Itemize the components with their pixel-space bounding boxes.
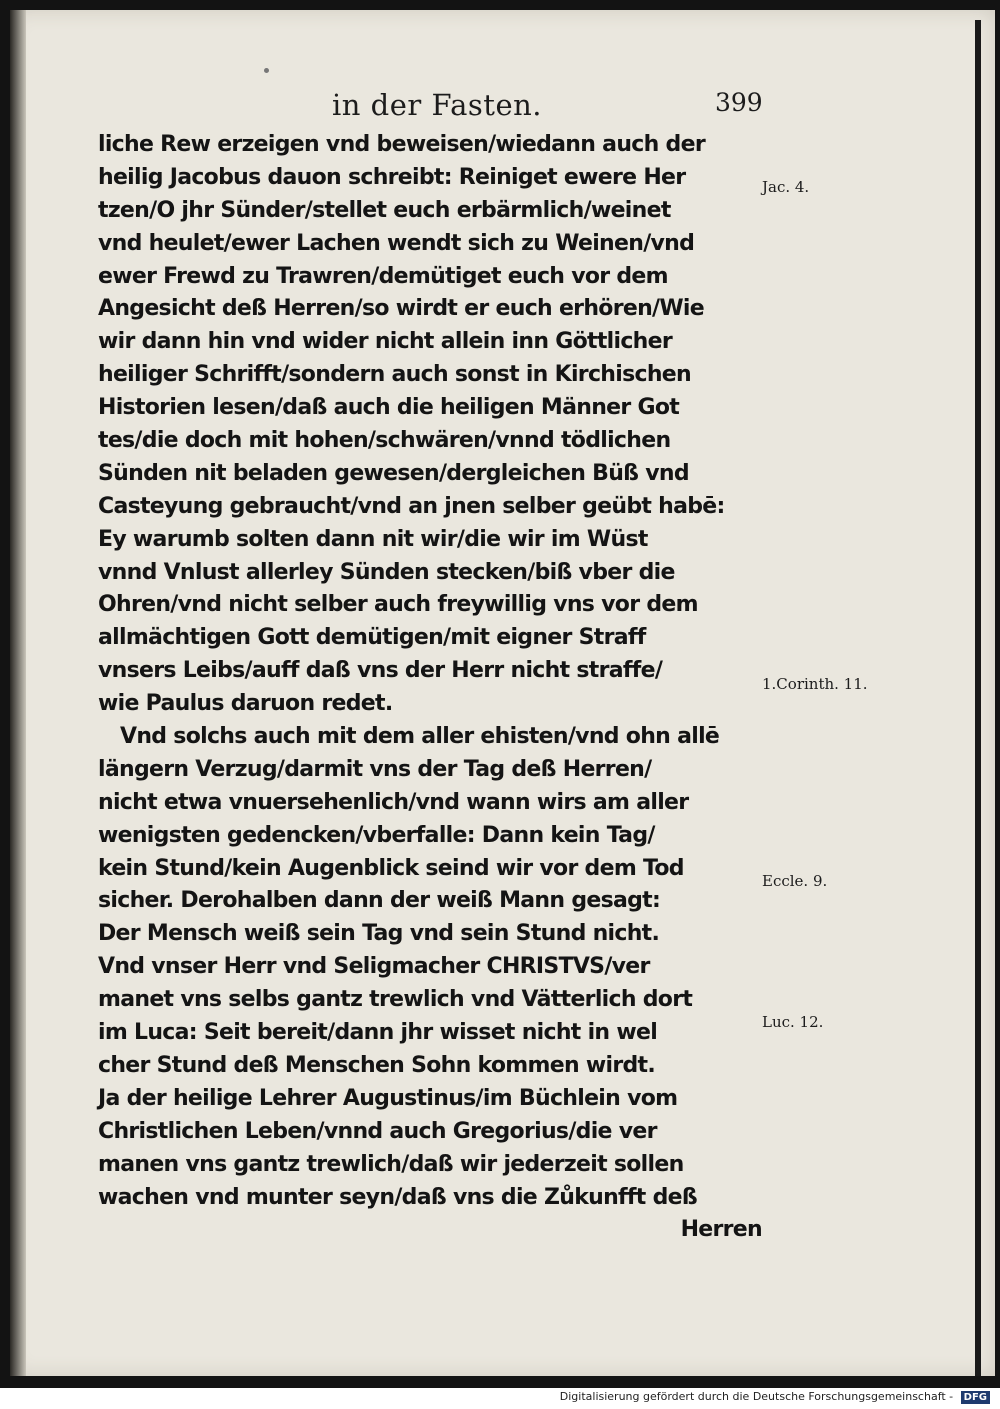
margin-note: Eccle. 9. bbox=[762, 872, 828, 890]
dfg-logo: DFG bbox=[961, 1391, 990, 1404]
body-text bbox=[98, 129, 788, 1247]
page-gutter bbox=[10, 10, 26, 1376]
catchword: Herren bbox=[680, 1217, 762, 1243]
book-edge bbox=[975, 20, 981, 1376]
text-line: Sünden nit beladen gewesen/dergleichen Büß vnd bbox=[98, 460, 689, 486]
margin-note: 1.Corinth. 11. bbox=[762, 675, 868, 693]
text-line: heilig Jacobus dauon schreibt: Reiniget ewere Her bbox=[98, 164, 686, 190]
text-line: sicher. Derohalben dann der weiß Mann gesagt: bbox=[98, 888, 661, 914]
text-line: wenigsten gedencken/vberfalle: Dann kein Tag/ bbox=[98, 822, 655, 848]
paragraph-start-line: Vnd solchs auch mit dem aller ehisten/vnd ohn allē bbox=[120, 724, 720, 750]
text-line: im Luca: Seit bereit/dann jhr wisset nicht in wel bbox=[98, 1020, 658, 1046]
text-line: Christlichen Leben/vnnd auch Gregorius/die ver bbox=[98, 1118, 657, 1144]
text-line: Ohren/vnd nicht selber auch freywillig vns vor dem bbox=[98, 592, 698, 618]
footer-credit bbox=[560, 1390, 990, 1404]
credit-text: Digitalisierung gefördert durch die Deutsche Forschungsgemeinschaft - bbox=[559, 1390, 954, 1403]
text-line: allmächtigen Gott demütigen/mit eigner Straff bbox=[98, 625, 646, 651]
text-line: ewer Frewd zu Trawren/demütiget euch vor dem bbox=[98, 263, 668, 289]
text-line: manet vns selbs gantz trewlich vnd Vätterlich dort bbox=[98, 987, 693, 1013]
text-line: längern Verzug/darmit vns der Tag deß Herren/ bbox=[98, 756, 652, 782]
margin-note: Luc. 12. bbox=[762, 1013, 824, 1031]
text-line: kein Stund/kein Augenblick seind wir vor dem Tod bbox=[98, 855, 684, 881]
text-line: nicht etwa vnuersehenlich/vnd wann wirs am aller bbox=[98, 789, 689, 815]
text-line: wir dann hin vnd wider nicht allein inn Göttlicher bbox=[98, 329, 673, 355]
text-line: Historien lesen/daß auch die heiligen Männer Got bbox=[98, 395, 680, 421]
text-line: manen vns gantz trewlich/daß wir jederzeit sollen bbox=[98, 1151, 684, 1177]
page-number: 399 bbox=[715, 88, 763, 117]
book-page bbox=[10, 10, 995, 1376]
text-line: vnd heulet/ewer Lachen wendt sich zu Weinen/vnd bbox=[98, 230, 695, 256]
text-line: Casteyung gebraucht/vnd an jnen selber geübt habē: bbox=[98, 493, 725, 519]
margin-note: Jac. 4. bbox=[762, 178, 810, 196]
text-line: Angesicht deß Herren/so wirdt er euch erhören/Wie bbox=[98, 296, 704, 322]
text-line: Ja der heilige Lehrer Augustinus/im Büchlein vom bbox=[98, 1085, 678, 1111]
text-line: Der Mensch weiß sein Tag vnd sein Stund nicht. bbox=[98, 921, 660, 947]
ink-dot bbox=[264, 68, 269, 73]
text-line: vnnd Vnlust allerley Sünden stecken/biß vber die bbox=[98, 559, 675, 585]
text-line: liche Rew erzeigen vnd beweisen/wiedann auch der bbox=[98, 132, 705, 157]
running-title: in der Fasten. bbox=[332, 88, 543, 122]
text-line: wachen vnd munter seyn/daß vns die Zůkunfft deß bbox=[98, 1184, 697, 1210]
text-line: cher Stund deß Menschen Sohn kommen wirdt. bbox=[98, 1052, 656, 1078]
text-line: vnsers Leibs/auff daß vns der Herr nicht straffe/ bbox=[98, 658, 663, 684]
text-line: wie Paulus daruon redet. bbox=[98, 691, 393, 717]
text-line: Ey warumb solten dann nit wir/die wir im Wüst bbox=[98, 526, 648, 552]
page-header bbox=[10, 86, 995, 126]
text-line: heiliger Schrifft/sondern auch sonst in Kirchischen bbox=[98, 362, 691, 388]
text-line: Vnd vnser Herr vnd Seligmacher CHRISTVS/ver bbox=[98, 954, 650, 980]
text-line: tes/die doch mit hohen/schwären/vnnd tödlichen bbox=[98, 428, 671, 454]
text-line: tzen/O jhr Sünder/stellet euch erbärmlich/weinet bbox=[98, 197, 671, 223]
